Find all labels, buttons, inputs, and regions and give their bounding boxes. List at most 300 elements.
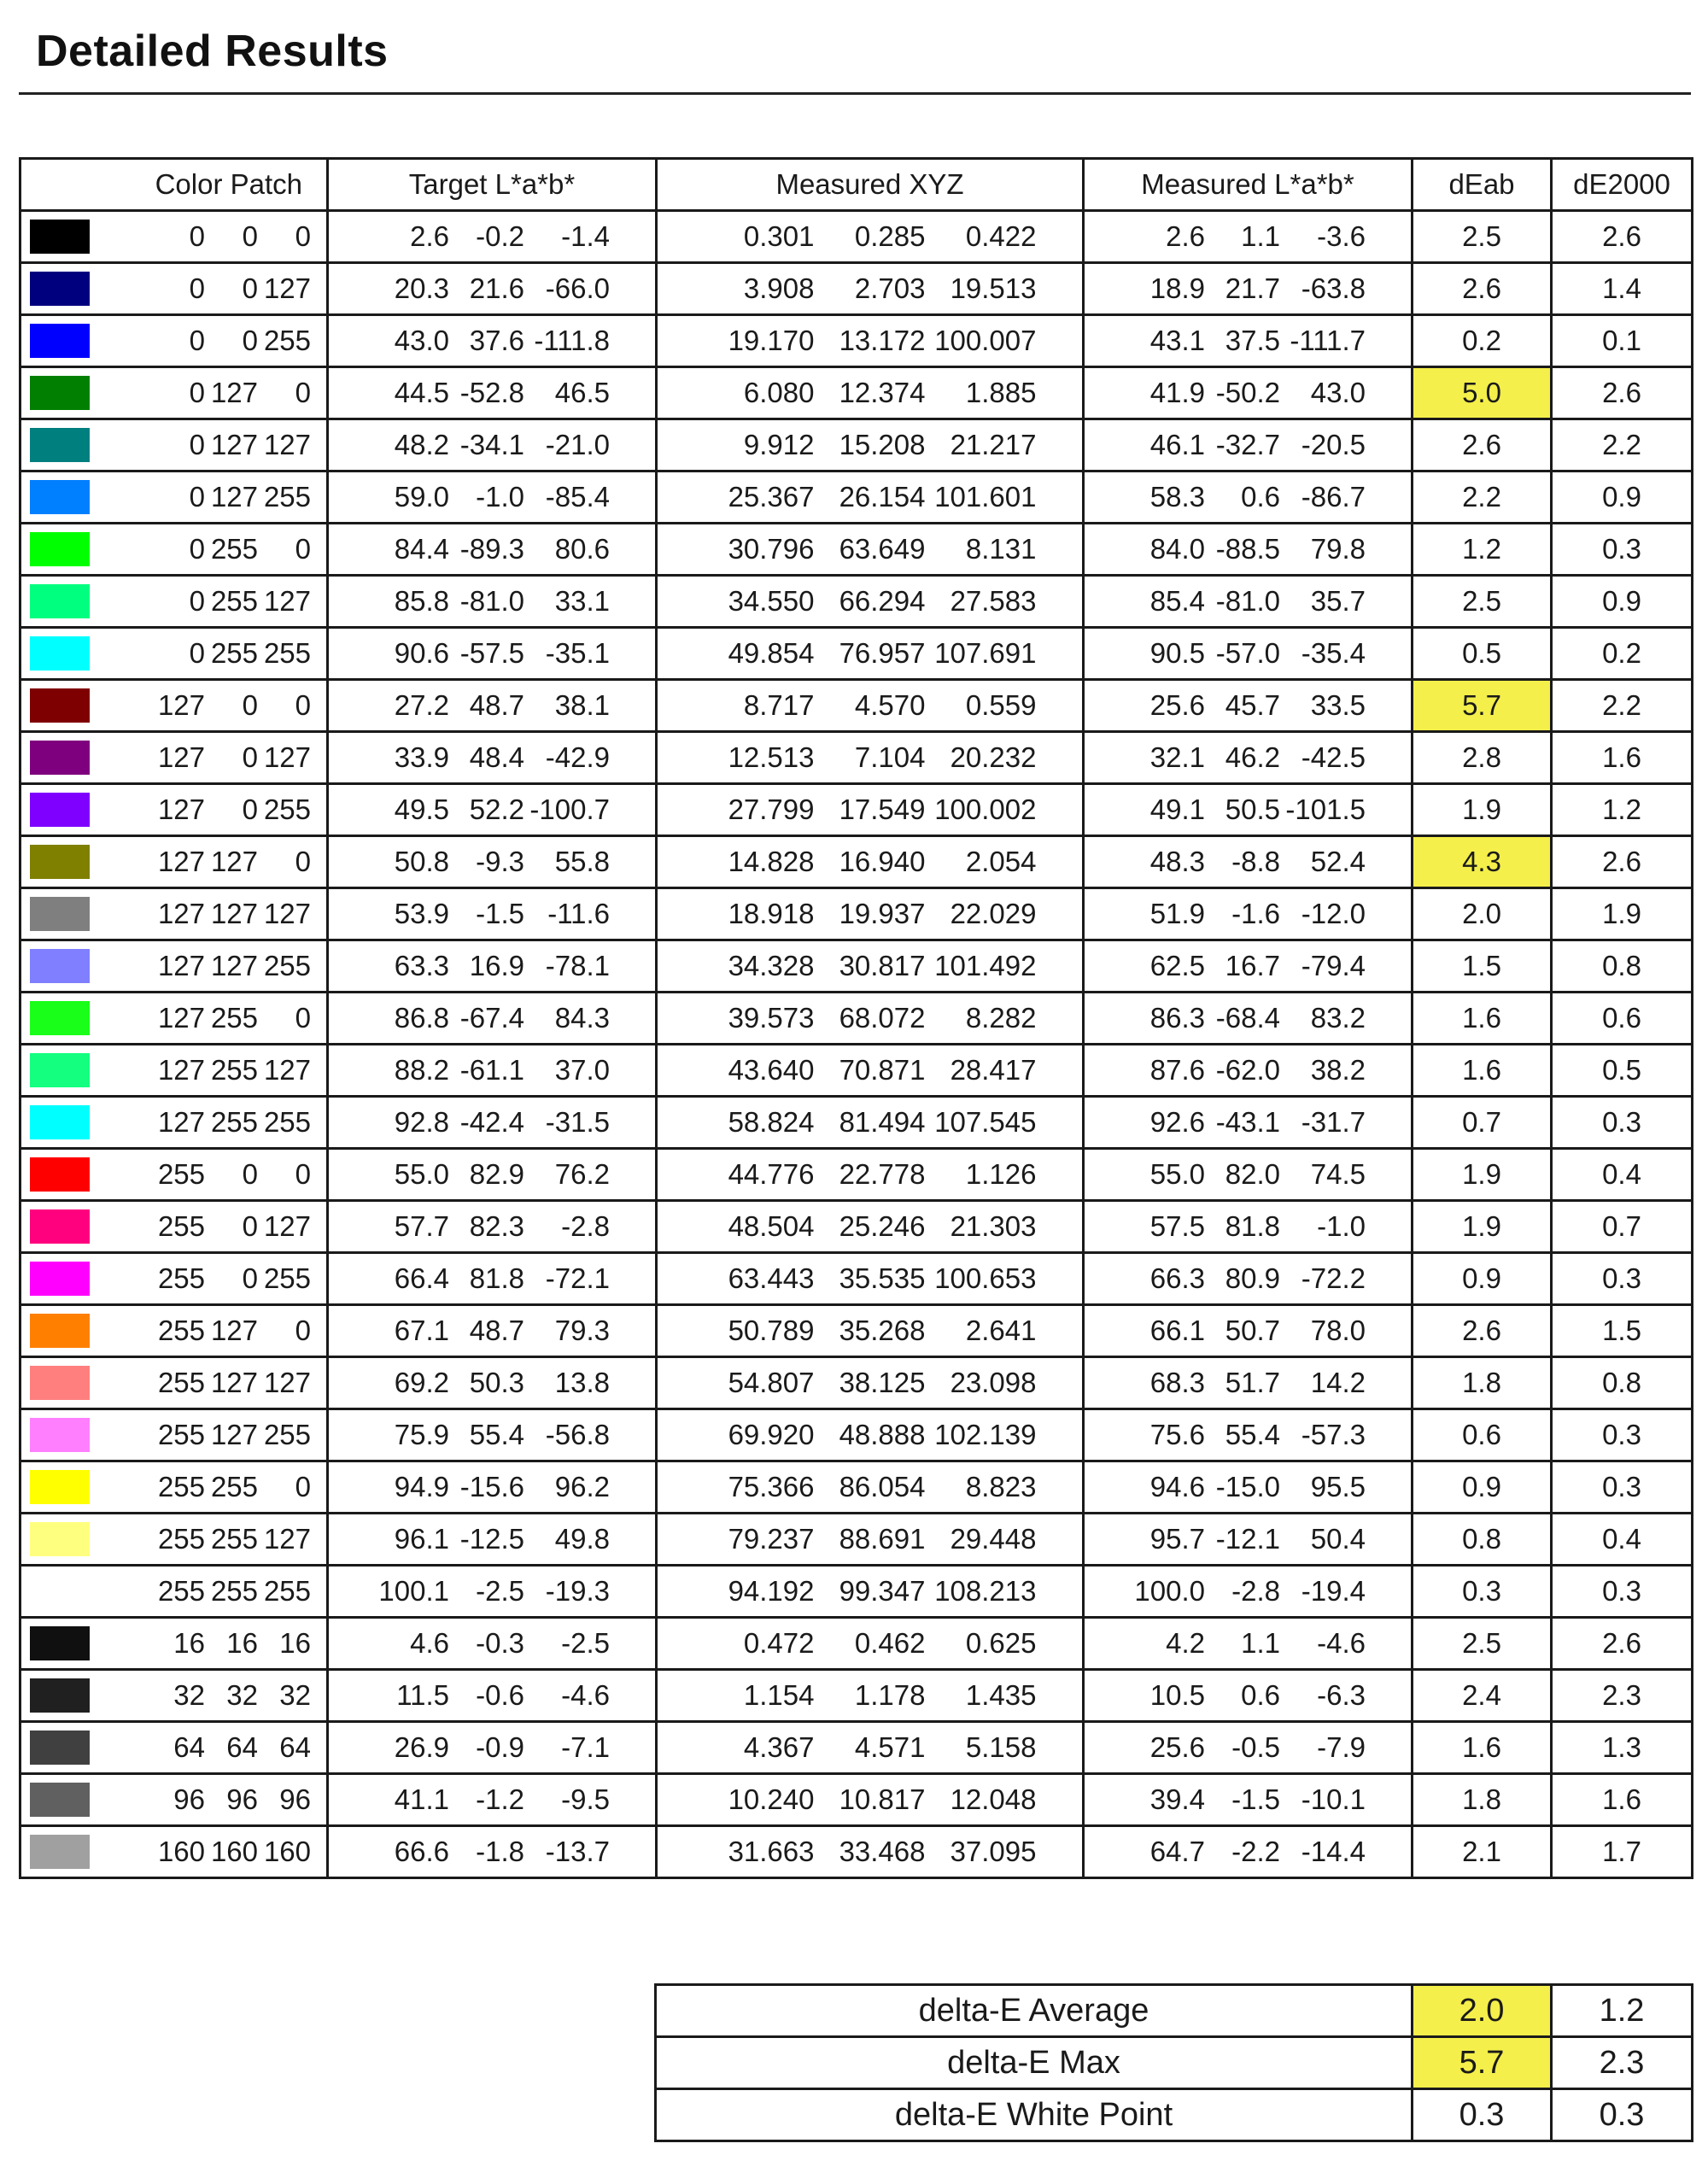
- rgb-g-value: 160: [210, 1836, 258, 1867]
- table-row: [20, 732, 1693, 784]
- measured-xyz-cell: [657, 315, 1084, 367]
- color-swatch: [30, 376, 90, 410]
- target-b-value: 46.5: [554, 377, 610, 408]
- measured-b-value: -35.4: [1301, 637, 1366, 669]
- measured-l-value: 87.6: [1149, 1054, 1205, 1086]
- measured-lab-values: [1085, 1723, 1411, 1772]
- target-lab-values: [329, 1827, 655, 1877]
- color-patch-content: [21, 681, 326, 730]
- results-table: [19, 157, 1693, 1879]
- measured-l-value: 4.2: [1166, 1627, 1205, 1659]
- target-lab-cell: [328, 1409, 657, 1461]
- target-l-value: 92.8: [394, 1106, 449, 1138]
- measured-a-value: -2.2: [1231, 1836, 1280, 1867]
- target-b-value: -2.8: [561, 1210, 610, 1242]
- measured-b-value: -4.6: [1317, 1627, 1366, 1659]
- deab-value: 2.1: [1413, 1826, 1552, 1878]
- de2000-value: 2.6: [1552, 211, 1693, 263]
- target-lab-values: [329, 472, 655, 522]
- rgb-values: [152, 1367, 311, 1399]
- target-lab-values: [329, 212, 655, 261]
- measured-y-value: 4.571: [854, 1731, 926, 1763]
- measured-lab-values: [1085, 1462, 1411, 1512]
- target-b-value: 38.1: [554, 689, 610, 721]
- target-lab-values: [329, 941, 655, 991]
- measured-lab-cell: [1084, 1618, 1413, 1670]
- de2000-value: 0.3: [1552, 1461, 1693, 1514]
- summary-table: [654, 1983, 1693, 2142]
- measured-x-value: 0.472: [743, 1627, 815, 1659]
- color-patch-cell: [20, 1045, 328, 1097]
- measured-lab-cell: [1084, 1514, 1413, 1566]
- measured-xyz-cell: [657, 680, 1084, 732]
- de2000-value: 0.3: [1552, 1253, 1693, 1305]
- color-patch-cell: [20, 1514, 328, 1566]
- color-swatch: [30, 220, 90, 254]
- target-lab-values: [329, 733, 655, 782]
- de2000-value: 0.4: [1552, 1149, 1693, 1201]
- measured-a-value: -0.5: [1231, 1731, 1280, 1763]
- color-patch-content: [21, 1098, 326, 1147]
- deab-value: 2.4: [1413, 1670, 1552, 1722]
- measured-y-value: 33.468: [839, 1836, 926, 1867]
- measured-lab-cell: [1084, 1357, 1413, 1409]
- color-patch-content: [21, 785, 326, 835]
- target-a-value: -12.5: [459, 1523, 524, 1555]
- deab-value: 2.0: [1413, 888, 1552, 940]
- header-deab: dEab: [1413, 159, 1552, 211]
- de2000-value: 0.8: [1552, 940, 1693, 993]
- measured-xyz-cell: [657, 367, 1084, 419]
- target-l-value: 86.8: [394, 1002, 449, 1034]
- color-patch-cell: [20, 1618, 328, 1670]
- rgb-g-value: 255: [210, 1106, 258, 1138]
- measured-b-value: -14.4: [1301, 1836, 1366, 1867]
- de2000-value: 0.8: [1552, 1357, 1693, 1409]
- measured-z-value: 2.641: [965, 1315, 1037, 1346]
- target-b-value: -9.5: [561, 1783, 610, 1815]
- rgb-values: [152, 429, 311, 461]
- measured-y-value: 25.246: [839, 1210, 926, 1242]
- rgb-r-value: 255: [157, 1419, 205, 1450]
- measured-y-value: 1.178: [854, 1679, 926, 1711]
- measured-xyz-values: [658, 524, 1082, 574]
- measured-b-value: -7.9: [1317, 1731, 1366, 1763]
- measured-lab-values: [1085, 264, 1411, 313]
- color-patch-cell: [20, 367, 328, 419]
- measured-a-value: 46.2: [1225, 741, 1280, 773]
- measured-xyz-cell: [657, 1253, 1084, 1305]
- measured-xyz-cell: [657, 1097, 1084, 1149]
- rgb-r-value: 255: [157, 1575, 205, 1607]
- measured-xyz-cell: [657, 628, 1084, 680]
- measured-xyz-cell: [657, 419, 1084, 471]
- de2000-value: 1.4: [1552, 263, 1693, 315]
- table-row: [20, 1618, 1693, 1670]
- target-lab-cell: [328, 1305, 657, 1357]
- measured-a-value: -88.5: [1215, 533, 1280, 565]
- target-a-value: 55.4: [469, 1419, 524, 1450]
- target-a-value: -57.5: [459, 637, 524, 669]
- measured-xyz-values: [658, 1827, 1082, 1877]
- measured-y-value: 7.104: [854, 741, 926, 773]
- measured-l-value: 66.1: [1149, 1315, 1205, 1346]
- rgb-r-value: 160: [157, 1836, 205, 1867]
- target-lab-values: [329, 785, 655, 835]
- rgb-values: [152, 272, 311, 305]
- measured-lab-cell: [1084, 1461, 1413, 1514]
- de2000-value: 0.5: [1552, 1045, 1693, 1097]
- de2000-value: 0.9: [1552, 471, 1693, 524]
- rgb-r-value: 0: [189, 585, 205, 617]
- measured-xyz-cell: [657, 211, 1084, 263]
- measured-y-value: 16.940: [839, 846, 926, 877]
- rgb-b-value: 127: [263, 741, 311, 773]
- measured-y-value: 19.937: [839, 898, 926, 929]
- color-patch-cell: [20, 471, 328, 524]
- rgb-b-value: 255: [263, 1575, 311, 1607]
- rgb-values: [152, 1262, 311, 1295]
- rgb-values: [152, 846, 311, 878]
- measured-xyz-cell: [657, 1826, 1084, 1878]
- measured-z-value: 1.126: [965, 1158, 1037, 1190]
- rgb-values: [152, 1002, 311, 1034]
- measured-xyz-values: [658, 1619, 1082, 1668]
- measured-lab-cell: [1084, 628, 1413, 680]
- color-patch-cell: [20, 419, 328, 471]
- color-swatch: [30, 532, 90, 566]
- measured-lab-cell: [1084, 1774, 1413, 1826]
- measured-xyz-values: [658, 1045, 1082, 1095]
- color-patch-cell: [20, 993, 328, 1045]
- rgb-r-value: 32: [173, 1679, 205, 1711]
- measured-l-value: 75.6: [1149, 1419, 1205, 1450]
- table-row: [20, 1670, 1693, 1722]
- target-lab-values: [329, 1619, 655, 1668]
- target-lab-cell: [328, 732, 657, 784]
- color-swatch: [30, 949, 90, 983]
- color-swatch: [30, 1731, 90, 1765]
- rgb-r-value: 255: [157, 1262, 205, 1294]
- measured-a-value: 16.7: [1225, 950, 1280, 981]
- target-b-value: -72.1: [545, 1262, 610, 1294]
- measured-xyz-values: [658, 1306, 1082, 1356]
- de2000-value: 0.3: [1552, 1409, 1693, 1461]
- measured-lab-values: [1085, 1045, 1411, 1095]
- deab-value: 1.8: [1413, 1774, 1552, 1826]
- summary-de2000-value: 1.2: [1552, 1985, 1693, 2037]
- measured-lab-cell: [1084, 315, 1413, 367]
- measured-l-value: 41.9: [1149, 377, 1205, 408]
- measured-lab-values: [1085, 1358, 1411, 1408]
- target-l-value: 88.2: [394, 1054, 449, 1086]
- rgb-b-value: 0: [295, 1158, 311, 1190]
- measured-x-value: 79.237: [728, 1523, 815, 1555]
- deab-value: 5.0: [1413, 367, 1552, 419]
- table-row: [20, 419, 1693, 471]
- measured-z-value: 1.885: [965, 377, 1037, 408]
- measured-l-value: 100.0: [1134, 1575, 1205, 1607]
- rgb-values: [152, 1679, 311, 1712]
- measured-a-value: 0.6: [1241, 481, 1280, 512]
- target-l-value: 2.6: [410, 220, 449, 252]
- color-patch-content: [21, 837, 326, 887]
- rgb-r-value: 255: [157, 1158, 205, 1190]
- deab-value: 2.6: [1413, 1305, 1552, 1357]
- rgb-b-value: 0: [295, 377, 311, 408]
- measured-xyz-cell: [657, 263, 1084, 315]
- measured-lab-cell: [1084, 888, 1413, 940]
- measured-b-value: -79.4: [1301, 950, 1366, 981]
- rgb-values: [152, 377, 311, 409]
- color-swatch: [30, 1678, 90, 1713]
- target-lab-cell: [328, 1097, 657, 1149]
- rgb-b-value: 64: [279, 1731, 311, 1763]
- rgb-g-value: 255: [210, 637, 258, 669]
- rgb-values: [152, 741, 311, 774]
- measured-lab-cell: [1084, 993, 1413, 1045]
- target-b-value: 55.8: [554, 846, 610, 877]
- measured-b-value: -12.0: [1301, 898, 1366, 929]
- target-b-value: 80.6: [554, 533, 610, 565]
- measured-x-value: 0.301: [743, 220, 815, 252]
- rgb-b-value: 0: [295, 1002, 311, 1034]
- target-a-value: -9.3: [476, 846, 524, 877]
- target-lab-cell: [328, 263, 657, 315]
- measured-xyz-cell: [657, 1670, 1084, 1722]
- color-swatch: [30, 1783, 90, 1817]
- rgb-g-value: 255: [210, 1002, 258, 1034]
- measured-lab-cell: [1084, 732, 1413, 784]
- deab-value: 1.6: [1413, 993, 1552, 1045]
- target-lab-cell: [328, 1722, 657, 1774]
- target-lab-values: [329, 420, 655, 470]
- rgb-b-value: 255: [263, 325, 311, 356]
- target-lab-values: [329, 1723, 655, 1772]
- rgb-g-value: 0: [242, 220, 258, 252]
- rgb-r-value: 255: [157, 1471, 205, 1502]
- target-l-value: 85.8: [394, 585, 449, 617]
- target-b-value: -31.5: [545, 1106, 610, 1138]
- target-l-value: 63.3: [394, 950, 449, 981]
- header-row: [20, 159, 1693, 211]
- header-color-patch: Color Patch: [20, 159, 328, 211]
- target-l-value: 4.6: [410, 1627, 449, 1659]
- table-row: [20, 471, 1693, 524]
- measured-x-value: 3.908: [743, 272, 815, 304]
- measured-l-value: 2.6: [1166, 220, 1205, 252]
- measured-xyz-cell: [657, 1774, 1084, 1826]
- measured-z-value: 107.545: [934, 1106, 1037, 1138]
- measured-l-value: 68.3: [1149, 1367, 1205, 1398]
- measured-lab-cell: [1084, 263, 1413, 315]
- color-patch-content: [21, 1723, 326, 1772]
- measured-xyz-cell: [657, 732, 1084, 784]
- measured-xyz-cell: [657, 993, 1084, 1045]
- measured-xyz-cell: [657, 836, 1084, 888]
- measured-xyz-cell: [657, 940, 1084, 993]
- rgb-b-value: 0: [295, 1471, 311, 1502]
- color-patch-cell: [20, 1566, 328, 1618]
- summary-de2000-value: 2.3: [1552, 2037, 1693, 2089]
- target-lab-cell: [328, 1253, 657, 1305]
- rgb-b-value: 0: [295, 533, 311, 565]
- target-lab-values: [329, 1098, 655, 1147]
- target-b-value: 96.2: [554, 1471, 610, 1502]
- rgb-values: [152, 1731, 311, 1764]
- de2000-value: 2.6: [1552, 367, 1693, 419]
- measured-xyz-values: [658, 785, 1082, 835]
- rgb-values: [152, 898, 311, 930]
- table-row: [20, 784, 1693, 836]
- de2000-value: 0.2: [1552, 628, 1693, 680]
- target-lab-cell: [328, 1514, 657, 1566]
- rgb-b-value: 127: [263, 272, 311, 304]
- measured-lab-cell: [1084, 1097, 1413, 1149]
- rgb-g-value: 127: [210, 1315, 258, 1346]
- measured-xyz-values: [658, 941, 1082, 991]
- measured-y-value: 17.549: [839, 794, 926, 825]
- rgb-b-value: 127: [263, 1523, 311, 1555]
- deab-value: 1.9: [1413, 1201, 1552, 1253]
- measured-l-value: 66.3: [1149, 1262, 1205, 1294]
- rgb-g-value: 255: [210, 1471, 258, 1502]
- target-b-value: -42.9: [545, 741, 610, 773]
- rgb-r-value: 127: [157, 898, 205, 929]
- measured-y-value: 68.072: [839, 1002, 926, 1034]
- measured-lab-values: [1085, 941, 1411, 991]
- rgb-g-value: 127: [210, 950, 258, 981]
- rgb-g-value: 0: [242, 1262, 258, 1294]
- measured-a-value: 51.7: [1225, 1367, 1280, 1398]
- rgb-g-value: 255: [210, 1054, 258, 1086]
- table-row: [20, 576, 1693, 628]
- table-row: [20, 1357, 1693, 1409]
- measured-y-value: 48.888: [839, 1419, 926, 1450]
- measured-x-value: 25.367: [728, 481, 815, 512]
- table-row: [20, 1826, 1693, 1878]
- rgb-r-value: 127: [157, 689, 205, 721]
- measured-z-value: 22.029: [950, 898, 1037, 929]
- measured-z-value: 29.448: [950, 1523, 1037, 1555]
- color-swatch: [30, 1574, 90, 1608]
- color-patch-cell: [20, 940, 328, 993]
- measured-z-value: 100.653: [934, 1262, 1037, 1294]
- measured-l-value: 25.6: [1149, 1731, 1205, 1763]
- measured-b-value: 38.2: [1310, 1054, 1366, 1086]
- measured-a-value: -12.1: [1215, 1523, 1280, 1555]
- summary-body: [656, 1985, 1693, 2141]
- measured-a-value: -81.0: [1215, 585, 1280, 617]
- rgb-r-value: 0: [189, 637, 205, 669]
- target-lab-values: [329, 993, 655, 1043]
- de2000-value: 0.9: [1552, 576, 1693, 628]
- measured-xyz-values: [658, 681, 1082, 730]
- rgb-values: [152, 533, 311, 565]
- color-swatch: [30, 1366, 90, 1400]
- color-patch-content: [21, 1775, 326, 1824]
- rgb-r-value: 0: [189, 533, 205, 565]
- measured-a-value: -1.6: [1231, 898, 1280, 929]
- color-patch-cell: [20, 1305, 328, 1357]
- target-l-value: 33.9: [394, 741, 449, 773]
- rgb-b-value: 255: [263, 481, 311, 512]
- color-patch-content: [21, 941, 326, 991]
- deab-value: 2.8: [1413, 732, 1552, 784]
- color-swatch: [30, 897, 90, 931]
- measured-z-value: 21.303: [950, 1210, 1037, 1242]
- target-lab-cell: [328, 1357, 657, 1409]
- rgb-g-value: 127: [210, 846, 258, 877]
- measured-a-value: -43.1: [1215, 1106, 1280, 1138]
- target-lab-cell: [328, 1045, 657, 1097]
- target-l-value: 94.9: [394, 1471, 449, 1502]
- measured-a-value: -15.0: [1215, 1471, 1280, 1502]
- target-lab-values: [329, 1306, 655, 1356]
- color-patch-cell: [20, 732, 328, 784]
- color-swatch: [30, 636, 90, 671]
- measured-lab-cell: [1084, 576, 1413, 628]
- measured-y-value: 22.778: [839, 1158, 926, 1190]
- measured-x-value: 12.513: [728, 741, 815, 773]
- measured-x-value: 34.550: [728, 585, 815, 617]
- target-a-value: 82.9: [469, 1158, 524, 1190]
- measured-z-value: 8.823: [965, 1471, 1037, 1502]
- target-a-value: -89.3: [459, 533, 524, 565]
- measured-z-value: 0.625: [965, 1627, 1037, 1659]
- rgb-b-value: 255: [263, 1106, 311, 1138]
- summary-label: delta-E White Point: [656, 2089, 1413, 2141]
- measured-a-value: 81.8: [1225, 1210, 1280, 1242]
- measured-xyz-values: [658, 577, 1082, 626]
- measured-x-value: 30.796: [728, 533, 815, 565]
- measured-xyz-cell: [657, 1149, 1084, 1201]
- measured-lab-values: [1085, 785, 1411, 835]
- color-patch-cell: [20, 211, 328, 263]
- rgb-r-value: 127: [157, 846, 205, 877]
- target-lab-cell: [328, 1774, 657, 1826]
- target-a-value: 21.6: [469, 272, 524, 304]
- measured-x-value: 75.366: [728, 1471, 815, 1502]
- summary-de2000-value: 0.3: [1552, 2089, 1693, 2141]
- measured-l-value: 32.1: [1149, 741, 1205, 773]
- rgb-b-value: 0: [295, 220, 311, 252]
- deab-value: 2.6: [1413, 419, 1552, 471]
- measured-y-value: 38.125: [839, 1367, 926, 1398]
- color-patch-content: [21, 1306, 326, 1356]
- measured-l-value: 46.1: [1149, 429, 1205, 460]
- table-row: [20, 315, 1693, 367]
- measured-z-value: 108.213: [934, 1575, 1037, 1607]
- measured-xyz-values: [658, 1358, 1082, 1408]
- measured-a-value: -68.4: [1215, 1002, 1280, 1034]
- deab-value: 2.5: [1413, 211, 1552, 263]
- summary-row: [656, 1985, 1693, 2037]
- rgb-r-value: 0: [189, 429, 205, 460]
- color-swatch: [30, 584, 90, 618]
- summary-deab-value: 5.7: [1413, 2037, 1552, 2089]
- color-patch-content: [21, 1202, 326, 1251]
- target-lab-values: [329, 1358, 655, 1408]
- target-a-value: -1.2: [476, 1783, 524, 1815]
- summary-row: [656, 2037, 1693, 2089]
- measured-l-value: 49.1: [1149, 794, 1205, 825]
- measured-l-value: 39.4: [1149, 1783, 1205, 1815]
- table-row: [20, 1409, 1693, 1461]
- measured-l-value: 64.7: [1149, 1836, 1205, 1867]
- color-swatch: [30, 1314, 90, 1348]
- measured-z-value: 0.559: [965, 689, 1037, 721]
